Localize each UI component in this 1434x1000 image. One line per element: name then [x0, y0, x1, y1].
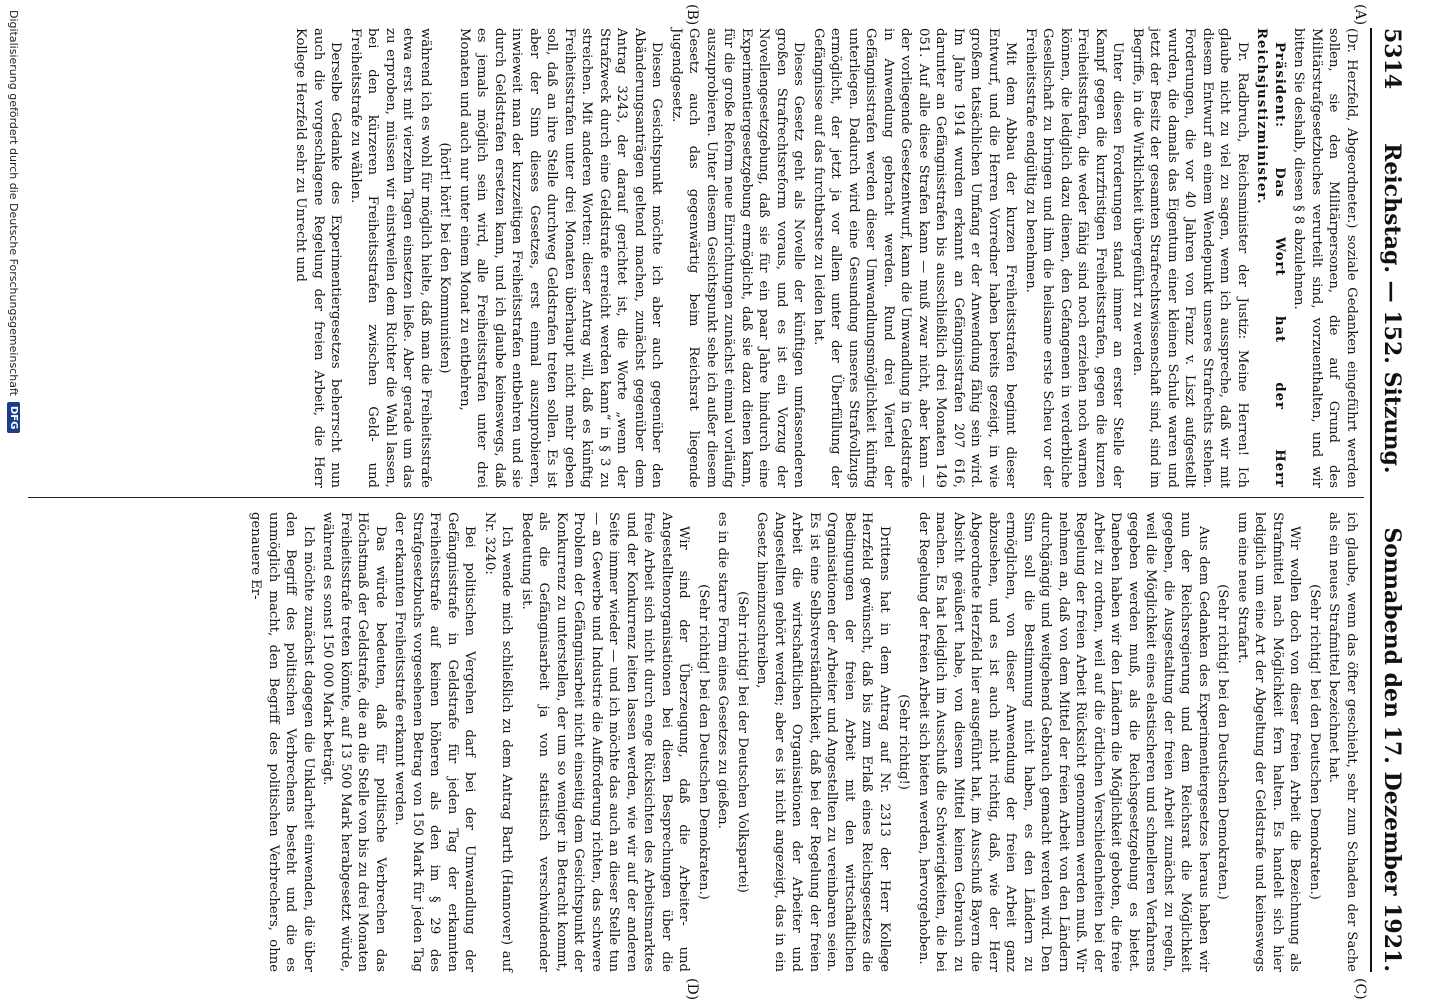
paragraph: ich glaube, wenn das öfter geschieht, sehr zum Schaden der Sache als ein neues Strafmittel bezeichnet hat.	[1326, 512, 1359, 972]
margin-marker-a: (A)	[1352, 4, 1368, 26]
speaker-paragraph: Präsident: Das Wort hat der Herr Reichsjustizminister.	[1254, 28, 1287, 488]
paragraph: Ich möchte zunächst dagegen die Unklarheit einwenden, die über den Begriff des politischen Verbrechens besteht und die es unmöglich macht, den Begriff des politischen Verbrechers, ohne genauere Er-	[248, 512, 316, 972]
paragraph: Unter diesen Forderungen stand immer an erster Stelle der Kampf gegen die kurzfristigen Freiheitsstrafen, gegen die kurzen Freiheitsstrafen, die weder fähig sind noch erziehen noch warnen können, die lediglich dazu dienen, den Gefangenen in verderbliche Gesellschaft zu bringen und ihm die heilsame erste Scheu vor der Freiheitsstrafe endgültig zu benehmen.	[1023, 28, 1126, 488]
session-title: Reichstag. — 152. Sitzung.	[1379, 143, 1405, 474]
column-divider	[24, 497, 1364, 498]
interjection: (Sehr richtig!)	[896, 694, 912, 790]
interjection: (hört! hört! bei den Kommunisten)	[437, 142, 453, 374]
digitization-footer	[0, 0, 28, 1000]
margin-marker-b: (B)	[684, 4, 700, 26]
session-date: Sonnabend den 17. Dezember 1921.	[1379, 527, 1405, 972]
page-number: 5314	[1379, 28, 1405, 90]
paragraph: Mit dem Abbau der kurzen Freiheitsstrafen beginnt dieser Entwurf, und die Herren Vorredner haben bereits gezeigt, in wie großem tatsächlichen Umfang er der Anwendung fähig sein wird. Im Jahre 1914 wurden erkannt an Gefängnisstrafen 207 616, darunter an Gefängnisstrafen bis ausschließlich drei Monaten 149 051. Auf alle diese Strafen kann — muß zwar nicht, aber kann — der vorliegende Gesetzentwurf, kann die Umwandlung in Geldstrafe in Anwendung gebracht werden. Rund drei Viertel der Gefängnisstrafen werden dieser Umwandlungsmöglichkeit künftig unterliegen. Dadurch wird eine Gesundung unseres Strafvollzugs ermöglicht, der jetzt ja vor allem unter der Überfüllung der Gefängnisse auf das furchtbarste zu leiden hat.	[811, 28, 1019, 488]
paragraph: Wir sind der Überzeugung, daß die Arbeiter- und Angestelltenorganisationen bei diesen Besprechungen über die freie Arbeit sich nicht durch enge Rücksichten des Arbeitsmarktes und der Konkurrenz leiten lassen werden, wie wir auf der anderen Seite immer wieder — und ich möchte das auch an dieser Stelle tun — an Gewerbe und Industrie die Aufforderung richten, das schwere Problem der Gefängnisarbeit nicht einseitig dem Gesichtspunkt der Konkurrenz zu unterstellen, der um so weniger in Betracht kommt, als die Gefängnisarbeit ja von statistisch verschwindender Bedeutung ist.	[519, 512, 692, 972]
margin-marker-d: (D)	[684, 978, 700, 1000]
paragraph: Wir wollen doch von dieser freien Arbeit die Bezeichnung als Strafmittel nach Möglichkeit fern halten. Es handelt sich hier lediglich um eine Art der Abgeltung der Geldstrafe und keineswegs um eine neue Strafart.	[1235, 512, 1303, 972]
paragraph: Drittens hat in dem Antrag auf Nr. 2313 der Herr Kollege Herzfeld gewünscht, daß bis zum Erlaß eines Reichsgesetzes die Bedingungen der freien Arbeit mit den wirtschaftlichen Organisationen der Arbeiter und Angestellten zu vereinbaren seien. Es ist eine Selbstverständlichkeit, daß bei der Regelung der freien Arbeit die wirtschaftlichen Organisationen der Arbeiter und Angestellten gehört werden; aber es ist nicht angezeigt, das in ein Gesetz hineinzuschreiben,	[754, 512, 892, 972]
footer-text: Digitalisierung gefördert durch die Deutsche Forschungsgemeinschaft	[7, 10, 21, 396]
paragraph: Ich wende mich schließlich zu dem Antrag Barth (Hannover) auf Nr. 3240:	[482, 512, 515, 972]
paragraph: Das würde bedeuten, daß für politische Verbrechen das Höchstmaß der Geldstrafe, die an die Stelle von bis zu drei Monaten Freiheitsstrafe treten könnte, auf 13 500 Mark herabgesetzt würde, während es sonst 150 000 Mark beträgt.	[320, 512, 388, 972]
left-column	[290, 28, 1360, 488]
paragraph: es in die starre Form eines Gesetzes zu gießen.	[715, 512, 731, 829]
paragraph: Derselbe Gedanke des Experimentiergesetzes beherrscht nun auch die vorgeschlagene Regelung der freien Arbeit, die Herr Kollege Herzfeld sehr zu Unrecht und	[293, 28, 344, 488]
dfg-logo-icon: DFG	[8, 402, 21, 433]
interjection: (Sehr richtig! bei den Deutschen Demokraten.)	[696, 584, 711, 900]
interjection: (Sehr richtig! bei den Deutschen Demokraten.)	[1215, 584, 1231, 900]
right-column	[245, 512, 1360, 972]
margin-marker-c: (C)	[1352, 978, 1368, 1000]
paragraph: Dieses Gesetz geht als Novelle der künftigen umfassenderen großen Strafrechtsreform voraus, und es ist ein Vorzug der Novellengesetzgebung, daß sie für ein paar Jahre hindurch eine Experimentiergesetzgebung ermöglicht, daß sie dazu dienen kann, für die große Reform neue Einrichtungen zunächst einmal vorläufig auszuprobieren. Unter diesem Gesichtspunkt sehe ich außer diesem Gesetz auch das gegenwärtig beim Reichsrat liegende Jugendgesetz.	[669, 28, 807, 488]
paragraph: Aus dem Gedanken des Experimentiergesetzes heraus haben wir nun der Reichsregierung und dem Reichsrat die Möglichkeit gegeben, die Ausgestaltung der freien Arbeit zunächst zu regeln, weil die Möglichkeit eines elastischeren und schnelleren Verfahrens gegeben werden muß, als die Reichsgesetzgebung es bietet. Daneben haben wir den Ländern die Möglichkeit geboten, die freie Arbeit zu ordnen, weil auf die örtlichen Verschiedenheiten bei der Regelung der freien Arbeit Rücksicht genommen werden muß. Wir nehmen an, daß von dem Mittel der freien Arbeit von den Ländern durchgängig und weitgehend Gebrauch gemacht werden wird. Den Sinn soll die Bestimmung nicht haben, es den Ländern zu ermöglichen, von dieser Anwendung der freien Arbeit ganz abzusehen, und es ist auch nicht richtig, daß, wie der Herr Abgeordnete Herzfeld hier ausgeführt hat, im Ausschuß Bayern die Absicht geäußert habe, von diesem Mittel keinen Gebrauch zu machen. Es hat lediglich im Ausschuß die Schwierigkeiten, die bei der Regelung der freien Arbeit sich bieten werden, hervorgehoben.	[916, 512, 1211, 972]
interjection: (Sehr richtig! bei der Deutschen Volkspartei)	[735, 591, 750, 893]
paragraph: Diesen Gesichtspunkt möchte ich aber auch gegenüber den Abänderungsanträgen geltend machen, zunächst gegenüber dem Antrag 3243, der darauf gerichtet ist, die Worte „wenn der Strafzweck durch eine Geldstrafe erreicht werden kann“ in § 3 zu streichen. Mit anderen Worten: dieser Antrag will, daß es künftig Freiheitsstrafen unter drei Monaten überhaupt nicht mehr geben soll, daß an ihre Stelle durchweg Geldstrafen treten sollen. Es ist aber der Sinn dieses Gesetzes, erst einmal auszuprobieren, inwieweit man der kurzzeitigen Freiheitsstrafen entbehren und sie durch Geldstrafen ersetzen kann, und ich glaube keineswegs, daß es jemals möglich sein wird, alle Freiheitsstrafen unter drei Monaten und auch nur unter einem Monat zu entbehren,	[457, 28, 665, 488]
paragraph: (Dr. Herzfeld, Abgeordneter.) soziale Gedanken eingeführt werden sollen, sie den Militärpersonen, die auf Grund des Militärstrafgesetzbuches verurteilt sind, vorzuenthalten, und wir bitten Sie deshalb, diesen § 8 abzulehnen.	[1291, 28, 1359, 488]
page-header	[1370, 28, 1412, 972]
quoted-motion: Bei politischen Vergehen darf bei der Umwandlung der Gefängnisstrafe in Geldstrafe für jeden Tag der erkannten Freiheitsstrafe auf keinen höheren als den im § 29 des Strafgesetzbuchs vorgesehenen Betrag von 150 Mark für jeden Tag der erkannten Freiheitsstrafe erkannt werden.	[392, 512, 478, 972]
paragraph: Dr. Radbruch, Reichsminister der Justiz: Meine Herren! Ich glaube nicht zu viel zu sagen, wenn ich ausspreche, daß wir mit diesem Entwurf an einem Wendepunkt unseres Strafrechts stehen. Forderungen, die vor 40 Jahren von Franz v. Liszt aufgestellt wurden, die damals das Eigentum einer kleinen Schule waren und jetzt der Besitz der gesamten Strafrechtswissenschaft sind, sind im Begriffe, in die Wirklichkeit übergeführt zu werden.	[1130, 28, 1250, 488]
paragraph: während ich es wohl für möglich hielte, daß man die Freiheitsstrafe etwa erst mit vierzehn Tagen einsetzen ließe. Aber gerade um das zu erproben, müssen wir einstweilen dem Richter die Wahl lassen, bei den kürzeren Freiheitsstrafen zwischen Geld- und Freiheitsstrafe zu wählen.	[348, 28, 433, 488]
interjection: (Sehr richtig! bei den Deutschen Demokraten.)	[1307, 584, 1322, 900]
